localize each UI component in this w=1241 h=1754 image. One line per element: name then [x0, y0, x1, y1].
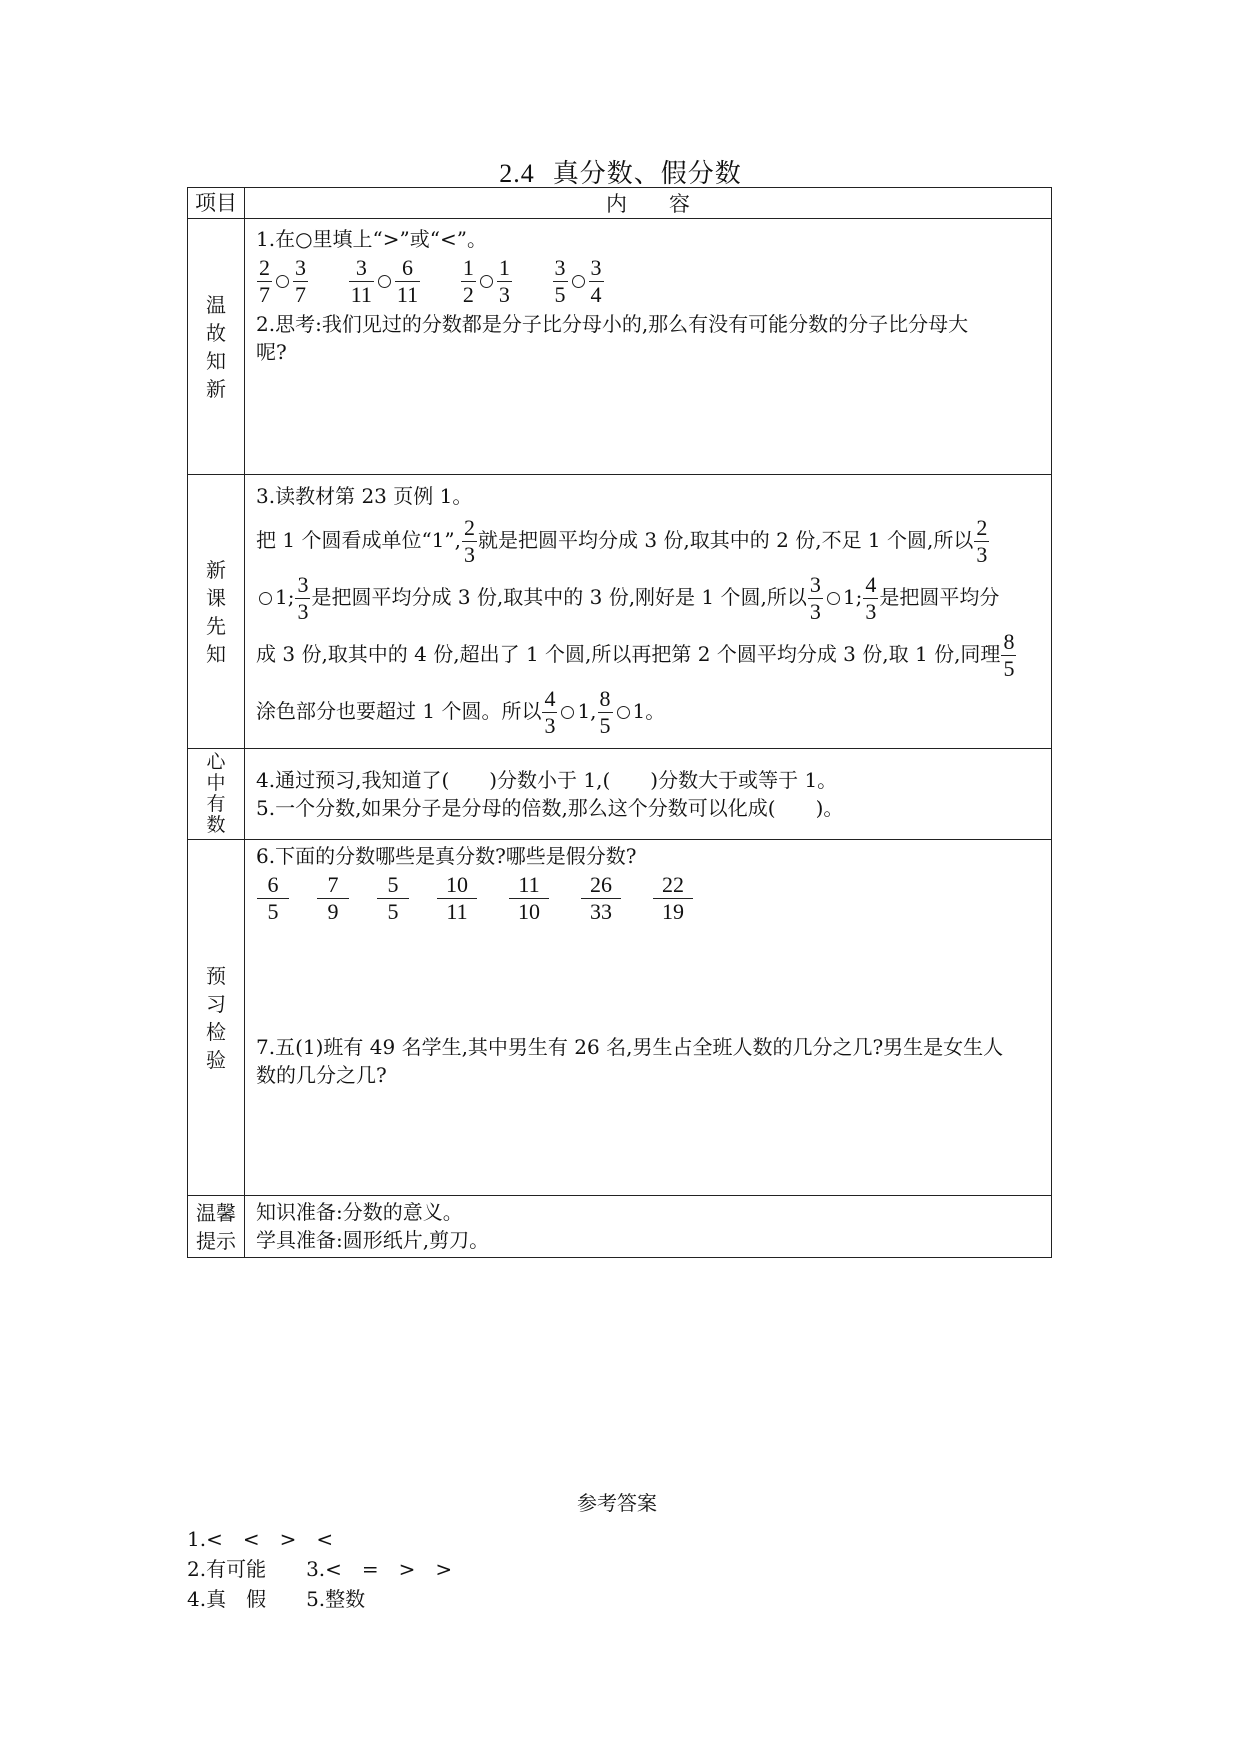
comparison-4 [552, 255, 605, 307]
table-header-row [188, 188, 1052, 219]
blank-circle[interactable] [561, 706, 574, 719]
check-content [245, 840, 1052, 1196]
fraction: $\frac{6}{5}$ [257, 872, 289, 925]
fraction: $\frac{8}{5}$ [599, 686, 611, 738]
fraction: $\frac{10}{11}$ [437, 872, 477, 925]
fraction: $\frac{6}{11}$ [396, 255, 419, 307]
fraction: $\frac{11}{10}$ [509, 872, 549, 925]
tips-row [188, 1196, 1052, 1258]
question-7-line-2: 数的几分之几? [256, 1063, 387, 1087]
review-label: 温故知新 [188, 219, 245, 475]
blank-circle[interactable] [827, 592, 840, 605]
fraction: $\frac{3}{4}$ [590, 255, 602, 307]
comparison-2 [348, 255, 428, 307]
fraction: $\frac{3}{5}$ [554, 255, 566, 307]
mind-row [188, 749, 1052, 840]
fraction: $\frac{7}{9}$ [317, 872, 349, 925]
fraction: $\frac{22}{19}$ [653, 872, 693, 925]
answer-key [187, 1487, 1047, 1614]
question-3: 3.读教材第 23 页例 1。 [256, 484, 473, 508]
question-5: 5.一个分数,如果分子是分母的倍数,那么这个分数可以化成( )。 [256, 796, 844, 820]
fraction: $\frac{5}{5}$ [377, 872, 409, 925]
fraction: $\frac{4}{3}$ [865, 572, 877, 624]
section-title: 真分数、假分数 [552, 159, 742, 189]
preview-paragraph-line-4: 涂色部分也要超过 1 个圆。所以 $\frac{4}{3}$ 1, $\frac{8}{5}$ 1。 [256, 686, 666, 738]
question-1-comparisons [256, 255, 1041, 308]
fraction: $\frac{4}{3}$ [544, 686, 556, 738]
tip-knowledge: 知识准备:分数的意义。 [256, 1200, 463, 1224]
fraction: $\frac{1}{3}$ [498, 255, 510, 307]
question-6-fractions [256, 872, 1041, 925]
question-6: 6.下面的分数哪些是真分数?哪些是假分数? [256, 844, 637, 868]
preview-paragraph-line-1: 把 1 个圆看成单位“1”, $\frac{2}{3}$ 就是把圆平均分成 3 份,取其中的 2 份,不足 1 个圆,所以 $\frac{2}{3}$ [256, 515, 988, 567]
fraction: $\frac{26}{33}$ [581, 872, 621, 925]
answer-row-2: 2.有可能 3.< = > > [187, 1557, 453, 1581]
answer-row-3: 4.真 假 5.整数 [187, 1587, 366, 1611]
check-label: 预习检验 [188, 840, 245, 1196]
blank-circle[interactable] [259, 592, 272, 605]
preview-paragraph-line-2: 1; $\frac{3}{3}$ 是把圆平均分成 3 份,取其中的 3 份,刚好是 1 个圆,所以 $\frac{3}{3}$ 1; $\frac{4}{3}$ 是把圆平均分 [256, 572, 1041, 625]
fraction: $\frac{2}{7}$ [259, 255, 270, 307]
question-4: 4.通过预习,我知道了( )分数小于 1,( )分数大于或等于 1。 [256, 768, 838, 792]
blank-circle[interactable] [378, 275, 391, 288]
answer-key-title: 参考答案 [577, 1491, 657, 1515]
fraction: $\frac{3}{11}$ [350, 255, 372, 307]
blank-circle[interactable] [572, 275, 585, 288]
fraction: $\frac{1}{2}$ [462, 255, 474, 307]
check-row [188, 840, 1052, 1196]
header-content: 内 容 [245, 188, 1052, 219]
page-title [0, 153, 1241, 190]
fraction: $\frac{2}{3}$ [976, 515, 988, 567]
mind-label: 心中有数 [188, 749, 245, 840]
section-number: 2.4 [499, 159, 535, 188]
fraction: $\frac{8}{5}$ [1003, 629, 1015, 681]
tips-content [245, 1196, 1052, 1258]
fraction: $\frac{3}{3}$ [809, 572, 821, 624]
blank-circle[interactable] [617, 706, 630, 719]
review-content [245, 219, 1052, 475]
review-row [188, 219, 1052, 475]
fraction: $\frac{2}{3}$ [463, 515, 475, 567]
question-1: 1.在○里填上“>”或“<”。 [256, 227, 487, 251]
mind-content [245, 749, 1052, 840]
preview-content [245, 475, 1052, 749]
preview-label: 新课先知 [188, 475, 245, 749]
comparison-3 [460, 255, 519, 307]
fraction: $\frac{3}{3}$ [297, 572, 309, 624]
worksheet-table [187, 187, 1052, 1258]
fraction: $\frac{3}{7}$ [295, 255, 306, 307]
header-item: 项目 [188, 188, 245, 219]
blank-circle[interactable] [480, 275, 493, 288]
question-2-line-2: 呢? [256, 340, 287, 364]
preview-paragraph-line-3: 成 3 份,取其中的 4 份,超出了 1 个圆,所以再把第 2 个圆平均分成 3 份,取 1 份,同理 $\frac{8}{5}$ [256, 629, 1015, 681]
comparison-1 [256, 255, 315, 307]
blank-circle[interactable] [276, 275, 289, 288]
tip-tools: 学具准备:圆形纸片,剪刀。 [256, 1228, 490, 1252]
answer-row-1: 1.< < > < [187, 1527, 334, 1551]
question-2-line-1: 2.思考:我们见过的分数都是分子比分母小的,那么有没有可能分数的分子比分母大 [256, 312, 969, 336]
question-7-line-1: 7.五(1)班有 49 名学生,其中男生有 26 名,男生占全班人数的几分之几?男生是女生人 [256, 1035, 1004, 1059]
preview-row [188, 475, 1052, 749]
tips-label: 温馨 提示 [188, 1196, 245, 1258]
